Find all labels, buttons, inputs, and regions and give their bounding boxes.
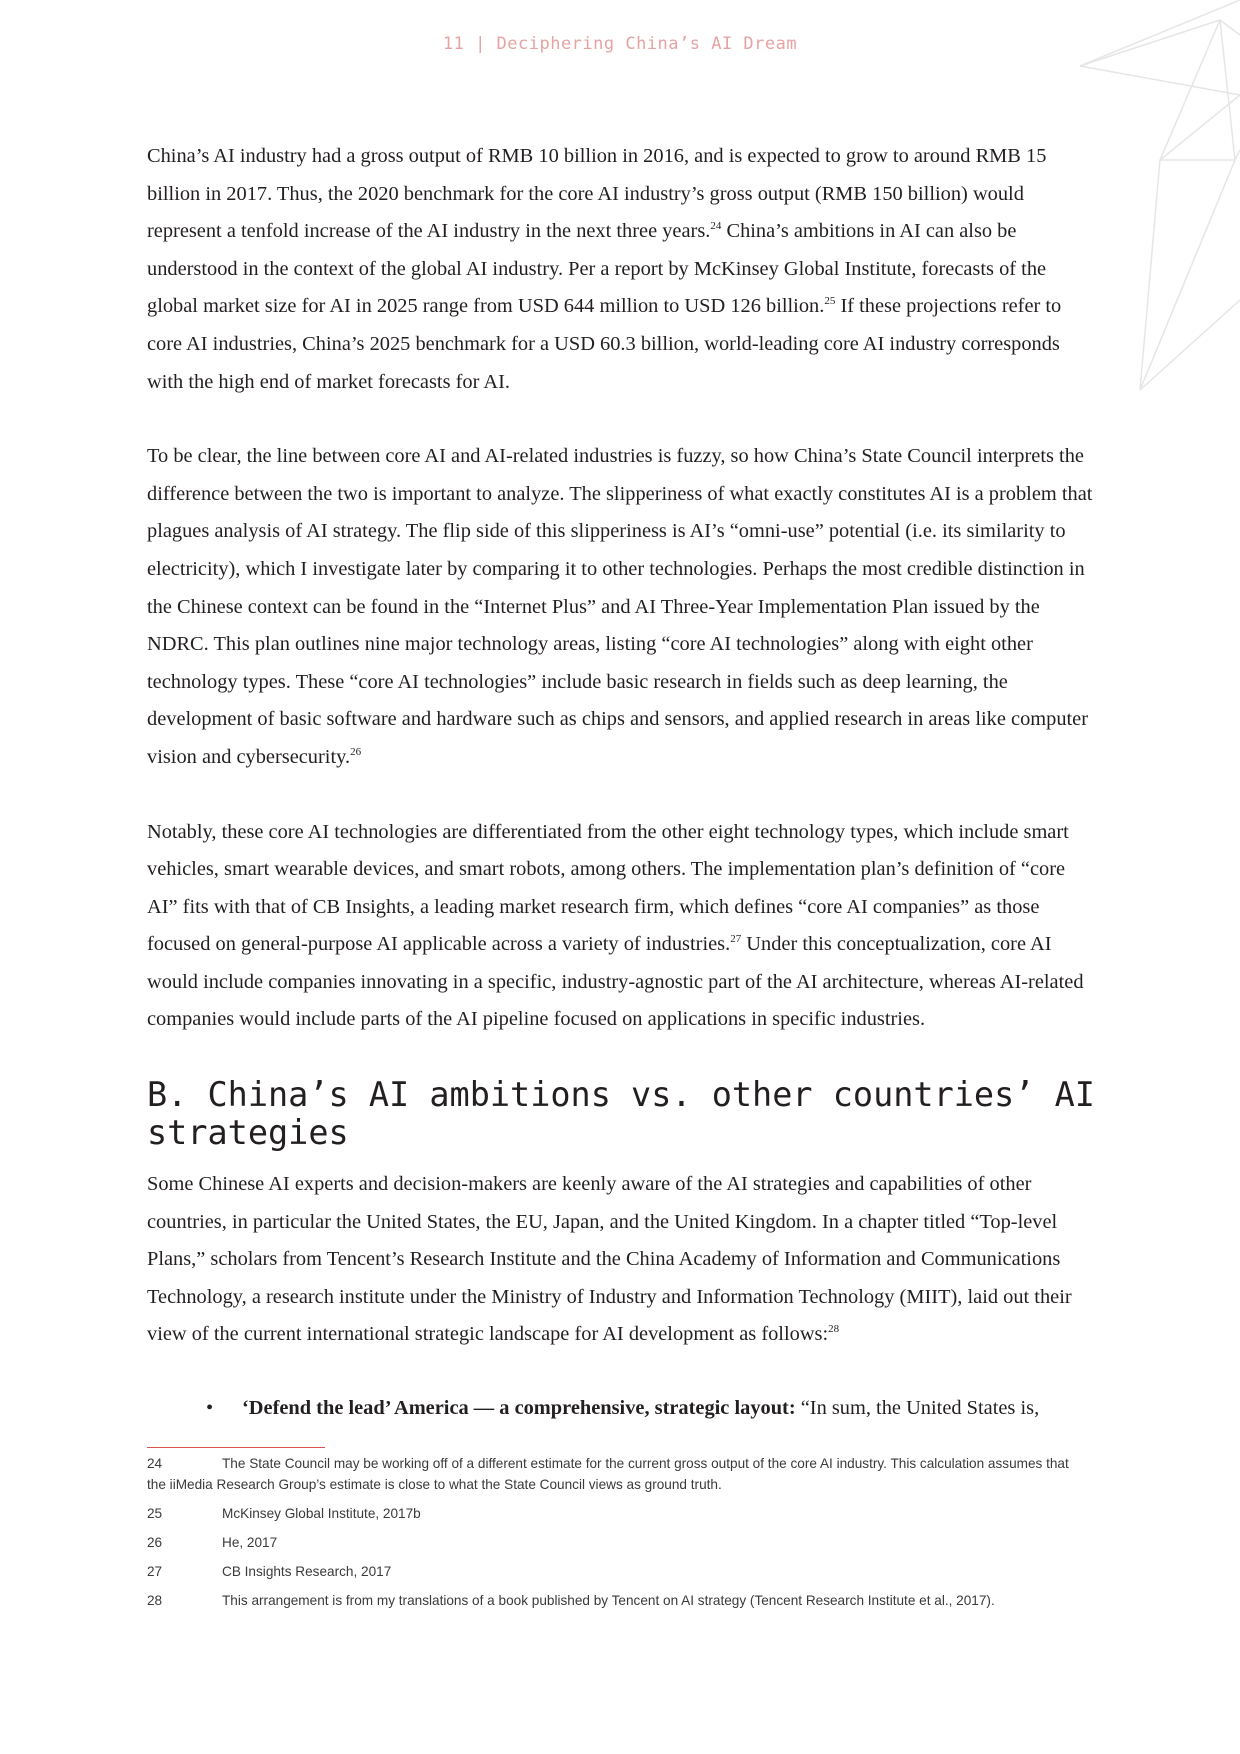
paragraph-1-text-c: If these projections refer to core AI industries, China’s 2025 benchmark for a USD 60.3 billion, world-leading core AI industry corresponds with the high end of market forecasts for AI. bbox=[147, 295, 1062, 393]
footnote-text: CB Insights Research, 2017 bbox=[222, 1564, 392, 1579]
paragraph-3-text-a: Notably, these core AI technologies are differentiated from the other eight technology types, which include smart vehicles, smart wearable devices, and smart robots, among others. The implementation plan’s definition of “core AI” fits with that of CB Insights, a leading market research firm, which defines “core AI companies” as those focused on general-purpose AI applicable across a variety of industries. bbox=[147, 820, 1069, 956]
paragraph-4-text: Some Chinese AI experts and decision-makers are keenly aware of the AI strategies and capabilities of other countries, in particular the United States, the EU, Japan, and the United Kingdom. In a chapter titled “Top-level Plans,” scholars from Tencent’s Research Institute and the China Academy of Information and Communications Technology, a research institute under the Ministry of Industry and Information Technology (MIIT), laid out their view of the current international strategic landscape for AI development as follows: bbox=[147, 1173, 1072, 1346]
footnote-27 bbox=[147, 1561, 1077, 1582]
footnote-number: 28 bbox=[147, 1593, 163, 1608]
paragraph-3 bbox=[147, 814, 1097, 1040]
paragraph-1-text-b: China’s ambitions in AI can also be understood in the context of the global AI industry. Per a report by McKinsey Global Institute, forecasts of the global market size for AI in 2025 range from USD 644 million to USD 126 billion. bbox=[147, 220, 1047, 318]
footnote-26 bbox=[147, 1532, 1077, 1553]
paragraph-3-text-b: Under this conceptualization, core AI would include companies innovating in a specific, industry-agnostic part of the AI architecture, whereas AI-related companies would include parts of the AI pipeline focused on applications in specific industries. bbox=[147, 933, 1084, 1031]
footnote-number: 24 bbox=[147, 1456, 163, 1471]
footnote-ref-25[interactable]: 25 bbox=[824, 295, 836, 308]
footnote-28 bbox=[147, 1590, 1077, 1611]
footnote-25 bbox=[147, 1503, 1077, 1524]
footnote-number: 27 bbox=[147, 1564, 163, 1579]
footnote-number: 26 bbox=[147, 1535, 163, 1550]
footnote-text: McKinsey Global Institute, 2017b bbox=[222, 1506, 421, 1521]
footnote-ref-24[interactable]: 24 bbox=[710, 220, 722, 233]
footnote-ref-28[interactable]: 28 bbox=[828, 1323, 840, 1336]
footnote-text: The State Council may be working off of a different estimate for the current gross output of the core AI industry. This calculation assumes that the iiMedia Research Group’s estimate is close to what the State Council views as ground truth. bbox=[147, 1456, 1069, 1492]
paragraph-2 bbox=[147, 438, 1097, 776]
footnote-ref-27[interactable]: 27 bbox=[730, 933, 742, 946]
paragraph-4 bbox=[147, 1166, 1097, 1354]
footnote-number: 25 bbox=[147, 1506, 163, 1521]
running-header: 11 | Deciphering China’s AI Dream bbox=[442, 34, 798, 54]
paragraph-2-text: To be clear, the line between core AI and AI-related industries is fuzzy, so how China’s State Council interprets the difference between the two is important to analyze. The slipperiness of what exactly constitutes AI is a problem that plagues analysis of AI strategy. The flip side of this slipperiness is AI’s “omni-use” potential (i.e. its similarity to electricity), which I investigate later by comparing it to other technologies. Perhaps the most credible distinction in the Chinese context can be found in the “Internet Plus” and AI Three-Year Implementation Plan issued by the NDRC. This plan outlines nine major technology areas, listing “core AI technologies” along with eight other technology types. These “core AI technologies” include basic research in fields such as deep learning, the development of basic software and hardware such as chips and sensors, and applied research in areas like computer vision and cybersecurity. bbox=[147, 445, 1093, 768]
page-body bbox=[147, 138, 1097, 1428]
section-heading: B. China’s AI ambitions vs. other countries’ AI strategies bbox=[147, 1075, 1095, 1153]
bullet-bold-lead: ‘Defend the lead’ America — a comprehensive, strategic layout: bbox=[242, 1397, 796, 1420]
footnote-divider bbox=[147, 1447, 325, 1448]
footnote-24 bbox=[147, 1453, 1077, 1495]
footnote-text: This arrangement is from my translations of a book published by Tencent on AI strategy (Tencent Research Institute et al., 2017). bbox=[222, 1593, 995, 1608]
paragraph-1-text-a: China’s AI industry had a gross output of RMB 10 billion in 2016, and is expected to grow to around RMB 15 billion in 2017. Thus, the 2020 benchmark for the core AI industry’s gross output (RMB 150 billion) would represent a tenfold increase of the AI industry in the next three years. bbox=[147, 145, 1047, 243]
footnotes bbox=[147, 1453, 1077, 1619]
bullet-marker: • bbox=[206, 1397, 214, 1420]
paragraph-1 bbox=[147, 138, 1097, 401]
bullet-text: “In sum, the United States is, bbox=[795, 1397, 1040, 1420]
footnote-ref-26[interactable]: 26 bbox=[350, 745, 362, 758]
bullet-item bbox=[147, 1390, 1097, 1428]
footnote-text: He, 2017 bbox=[222, 1535, 278, 1550]
